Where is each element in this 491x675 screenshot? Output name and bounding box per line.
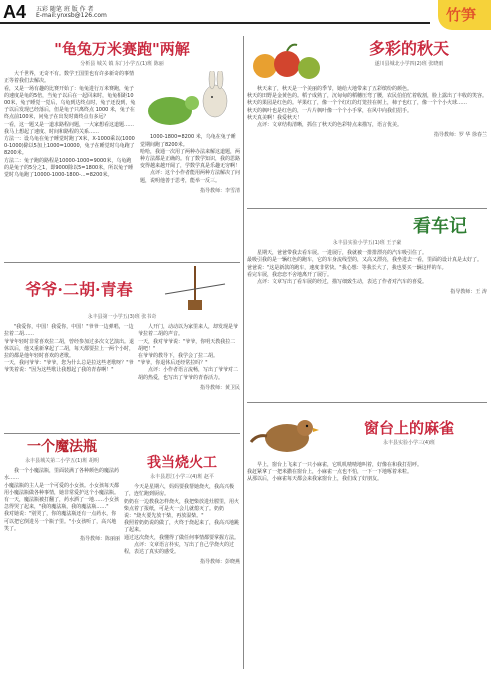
section-divider — [247, 402, 487, 403]
article-title: 看车记 — [413, 216, 467, 237]
article-byline: 永丰县第一小学五(3)班 张书奇 — [87, 314, 157, 320]
page-header — [0, 0, 491, 34]
article-title: "龟兔万米赛跑"两解 — [54, 40, 190, 58]
article-note: 点评：这个小作者能用两种方法解决了问题，说明他善于思考，能举一反三。 — [140, 170, 240, 184]
article-byline: 永丰县实验小学三(4)班 — [382, 440, 436, 447]
email: E-mail:ynxsb@126.com — [36, 12, 107, 19]
erhu-illustration — [160, 264, 230, 312]
header-rule — [0, 22, 430, 24]
page-number: A4 — [3, 2, 27, 22]
article-note: 点评：文章结构清晰，抓住了秋天的色彩特点来描写，语言优美。 — [257, 122, 403, 129]
article-title: 一个魔法瓶 — [27, 439, 97, 455]
article-teacher: 指导教师：李雪清 — [199, 187, 240, 194]
section-divider — [4, 433, 240, 434]
article-grandpa — [4, 264, 240, 432]
article-car-show — [247, 212, 487, 402]
article-teacher: 指导教师：陈丽丽 — [79, 536, 120, 543]
section-divider — [4, 262, 240, 263]
article-autumn — [247, 36, 487, 206]
fruit-illustration — [247, 36, 327, 86]
column-divider — [243, 36, 244, 669]
article-body: 我一个小魔法瓶，里面装满了各种颜色的魔法药水…… 小魔法瓶的主人是一个可爱的小女孩。小女孩每天都用小魔法瓶做各种事情，她非常爱护这个小魔法瓶。 有一天，魔法瓶被打翻了，药水洒了一地……小女孩急得哭了起来，"我的魔法瓶，我的魔法瓶……" 我对她说："别哭了，你的魔法瓶还有一点药水，你可以把它倒进另一个瓶子里。"小女孩听了，高兴地笑了。 — [4, 468, 120, 532]
article-body: 秋天来了，秋天是一个美丽的季节，她给大地带来了五彩缤纷的颜色。 秋天的田野是金黄色的。稻子成熟了，沉甸甸的稻穗压弯了腰，农民伯伯忙着收割，脸上露出了丰收的笑容。 秋天的果园是红色的。苹果红了，像一个个红红的灯笼挂在树上，柿子也红了，像一个个小火球…… 秋天的枫叶也是红色的，一片片枫叶像一个个小手掌，在风中向我们招手。 秋天真美啊！我爱秋天！ — [247, 86, 487, 121]
article-window-sparrow — [247, 406, 487, 668]
article-byline: 永丰县恩江小学三(4)班 赵平 — [150, 474, 214, 480]
article-byline: 遂川县城北小学四(2)班 张晓雨 — [374, 61, 444, 67]
article-byline: 分析县 城关 镇 东门小学五(1)班 陈丽 — [80, 61, 164, 67]
article-note: 点评：文章语言朴实，写出了自己学烧火的过程，表达了真实的感受。 — [124, 541, 235, 556]
article-byline: 永丰县实验小学五(1)班 王子豪 — [332, 240, 402, 246]
article-teacher: 指导教师：黄卫民 — [199, 384, 240, 391]
article-note: 点评：文章写出了看车展的经过，描写细致生动，表达了作者对汽车的喜爱。 — [257, 279, 428, 286]
brand-title: 竹笋 — [446, 6, 477, 24]
article-title: 窗台上的麻雀 — [363, 419, 454, 438]
article-body-continued: 1000-1800=8200 米，乌龟在兔子睡觉期间跑了8200米。 哈哈，我通一次用了两种办法来解这道题，两种方法都是正确的。有了数学知识，我的思路变得越来越开阔了，学数学真是乐趣无穷啊！ — [140, 134, 240, 170]
section-divider — [247, 208, 487, 209]
sparrow-illustration — [247, 406, 327, 462]
article-body: 今天是星期六，妈妈要我帮她烧火，我高兴极了，连忙跑到厨房。 奶奶在一边教我怎样烧火，我把柴放进灶膛里，用火柴点着了报纸，可是火一会儿就熄灭了。奶奶说："烧火要先放干柴，再放湿柴。" 我照着奶奶说的做了，火终于烧起来了，我高兴地跳了起来。 通过这次烧火，我懂得了做任何事情都要掌握方法。 — [124, 484, 240, 541]
article-title: 我当烧火工 — [147, 455, 217, 471]
article-body-continued: 人开门，动动以为家里来人，却发现是爷爷拉着二胡的声音。 一天，我对爷爷说："爷爷，你明天教我拉二胡吧！" 在爷爷的教导下，我学会了拉二胡。 "爷爷，你退休后还经常拉吗？" — [138, 324, 239, 367]
article-teacher: 指导教师：罗 华 徐春兰 — [433, 132, 487, 139]
article-body: "我爱你，中国！我爱你，中国！"爷爷一边弹唱，一边拉着二胡…… 爷爷年轻时非常喜欢拉二胡，曾经参加过多次文艺演出。退休以后，他又重新拿起了二胡，每天都要拉上一两个小时，拉的都是他年轻时喜欢的老歌。 一天，我问爷爷："爷爷，您为什么总是拉这些老歌呀？"爷爷笑着说："因为这些歌让我想起了我的青春啊！" — [4, 324, 135, 374]
article-note: 点评：小作者语言流畅，写出了爷爷对二胡的热爱，也写出了爷爷的青春活力。 — [138, 367, 239, 381]
tortoise-hare-illustration — [140, 71, 240, 131]
article-body: 星期天，爸爸带我去看车展。一进展厅，我就被一排排漂亮的汽车吸引住了。 最吸引我的是一辆红色的跑车，它的车身流线型的，又高又漂亮，我坐进去一看，里面的设计真是太好了。 爸爸说："这是新款的跑车，速度非常快。"我心想：等我长大了，我也要买一辆这样的车。 看完车展，我恋恋不舍地离开了展厅。 — [247, 250, 483, 278]
section-line: 五彩 随笔 班 版 作 者 — [36, 6, 94, 13]
article-title: 爷爷·二胡·青春 — [25, 279, 133, 299]
article-body: 大千世界，无奇不有。数学王国里也有许多新奇的事情正等着我们去解决。 看，又是一场有趣的比赛开始了：龟兔进行万米赛跑，兔子的速度是龟的5倍，当兔子以后在一起回来时，龟兔相距1000米，兔子睡觉一觉后，乌龟到达终点时，兔子还没到，兔子以后发现已经落后，但是龟子只离终点 1000 米，兔子在终点前100米，问兔子在出发时离终点有多远？ 一看，这一题又是一道求路程问题，一大家想看这道题……我马上想起了速度、时间和路程的关系…… 方法一：设乌龟在兔子睡觉时跑了X米，X-1000乘以(10000-1000)除以5加上1000=10000，兔子在睡觉时乌龟跑了8200米。 方法二：兔子跑的路程是10000-1000=9000米，乌龟跑的是兔子的5分之1，即9000除以5=1800米，所以兔子睡觉时乌龟跑了10000-1000-1800-...=8200米。 — [4, 71, 136, 179]
article-teacher: 指导教师：王 涛 — [450, 289, 487, 296]
brand-logo — [438, 0, 491, 30]
article-fire — [124, 452, 240, 668]
article-title: 多彩的秋天 — [368, 39, 449, 58]
article-magic-bottle — [4, 436, 120, 668]
article-body: 早上，窗台上飞来了一只小麻雀，它叽叽喳喳地叫着，好像在和我打招呼。 我赶紧拿了一把米撒在窗台上，小麻雀一点也不怕，一下一下地啄着米粒。 从那以后，小麻雀每天都会来我家窗台上，我们成了好朋友。 — [247, 462, 423, 483]
article-teacher: 指导教师：彭晓燕 — [199, 559, 240, 566]
article-byline: 永丰县城关第二小学五(1)班 胡明 — [25, 458, 99, 464]
article-race — [4, 36, 240, 262]
